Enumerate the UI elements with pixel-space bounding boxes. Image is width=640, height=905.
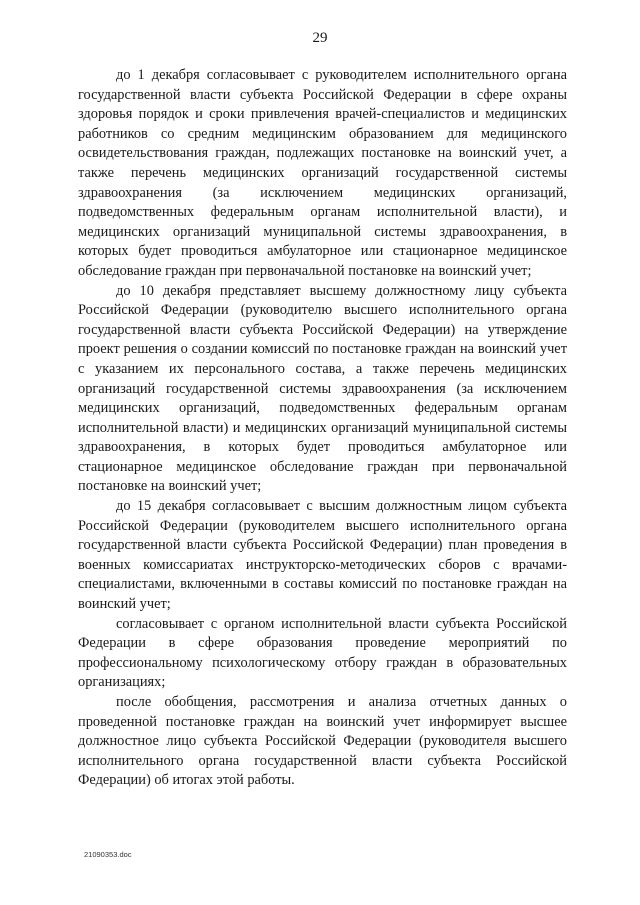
document-body	[78, 66, 567, 791]
page-number: 29	[312, 30, 328, 46]
paragraph: после обобщения, рассмотрения и анализа отчетных данных о проведенной постановке граждан на воинский учет информирует высшее должностное лицо субъекта Российской Федерации (руководителя высшего исполнительного органа государственной власти субъекта Российской Федерации) об итогах этой работы.	[78, 694, 567, 789]
paragraph: согласовывает с органом исполнительной власти субъекта Российской Федерации в сфере образования проведение мероприятий по профессиональному психологическому отбору граждан в образовательных организациях;	[78, 615, 567, 691]
document-filename-footer: 21090353.doc	[84, 850, 132, 859]
paragraph: до 10 декабря представляет высшему должностному лицу субъекта Российской Федерации (руководителю высшего исполнительного органа государственной власти субъекта Российской Федерации) на утверждение проект решения о создании комиссий по постановке граждан на воинский учет с указанием их персонального состава, а также перечень медицинских организаций государственной системы здравоохранения (за исключением медицинских организаций, подведомственных федеральным органам исполнительной власти) и медицинских организаций муниципальной системы здравоохранения, в которых будет проводиться амбулаторное или стационарное медицинское обследование граждан при первоначальной постановке на воинский учет;	[78, 282, 567, 495]
paragraph: до 15 декабря согласовывает с высшим должностным лицом субъекта Российской Федерации (руководителем высшего исполнительного органа государственной власти субъекта Российской Федерации) план проведения в военных комиссариатах инструкторско-методических сборов с врачами-специалистами, включенными в составы комиссий по постановке граждан на воинский учет;	[78, 498, 567, 613]
paragraph: до 1 декабря согласовывает с руководителем исполнительного органа государственной власти субъекта Российской Федерации в сфере охраны здоровья порядок и сроки привлечения врачей-специалистов и медицинских работников со средним медицинским образованием для медицинского освидетельствования граждан, подлежащих постановке на воинский учет, а также перечень медицинских организаций государственной системы здравоохранения (за исключением медицинских организаций, подведомственных федеральным органам исполнительной власти), и медицинских организаций муниципальной системы здравоохранения, в которых будет проводиться амбулаторное или стационарное медицинское обследование граждан при первоначальной постановке на воинский учет;	[78, 67, 567, 279]
